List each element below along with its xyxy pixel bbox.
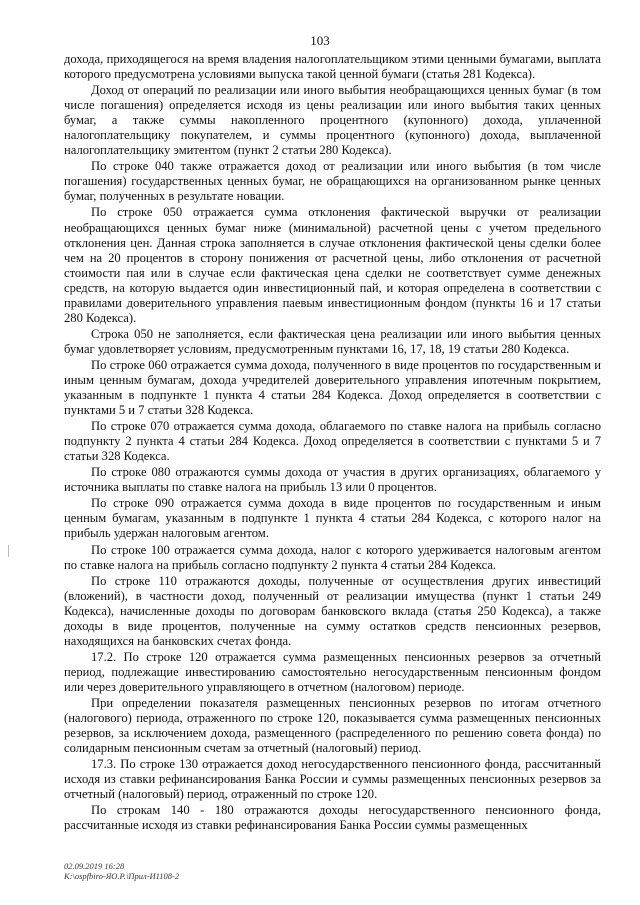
paragraph: По строке 070 отражается сумма дохода, облагаемого по ставке налога на прибыль согласно подпункту 2 пункта 4 статьи 284 Кодекса. Доход определяется в соответствии с пунктами 5 и 7 статьи 328 Кодекса. <box>64 419 601 464</box>
paragraph: По строке 090 отражается сумма дохода в виде процентов по государственным и иным ценным бумагам, указанным в подпункте 1 пункта 4 статьи 284 Кодекса, с которого налог на прибыль удержан налоговым агентом. <box>64 496 601 541</box>
paragraph: По строке 110 отражаются доходы, полученные от осуществления других инвестиций (вложений), в частности доход, полученный от реализации имущества (пункт 1 статьи 249 Кодекса), начисленные доходы по договорам банковского вклада (статья 250 Кодекса), а также доходы в виде процентов, полученные на сумму остатков средств пенсионных резервов, находящихся на банковских счетах фонда. <box>64 573 601 648</box>
paragraph: По строке 080 отражаются суммы дохода от участия в других организациях, облагаемого у источника выплаты по ставке налога на прибыль 13 или 0 процентов. <box>64 465 601 495</box>
page-number: 103 <box>310 33 330 48</box>
margin-mark <box>8 545 9 557</box>
paragraph: По строке 050 отражается сумма отклонения фактической выручки от реализации необращающихся ценных бумаг ниже (минимальной) расчетной цены с учетом предельного отклонения цен. Данная строка заполняется в случае отклонения фактической цены сделки более чем на 20 процентов в сторону понижения от расчетной цены, либо отклонения от расчетной стоимости пая или в случае если фактическая цена сделки не соответствует сумме денежных средств, на которую выдается один инвестиционный пай, и которая определена в соответствии с правилами доверительного управления паевым инвестиционным фондом (пункты 16 и 17 статьи 280 Кодекса). <box>64 205 601 325</box>
paragraph: По строкам 140 - 180 отражаются доходы негосударственного пенсионного фонда, рассчитанные исходя из ставки рефинансирования Банка России суммы размещенных <box>64 803 601 833</box>
paragraph: 17.2. По строке 120 отражается сумма размещенных пенсионных резервов за отчетный период, подлежащие инвестированию самостоятельно негосударственным пенсионным фондом или через доверительного управляющего в отчетном (налоговом) периоде. <box>64 649 601 694</box>
paragraph: 17.3. По строке 130 отражается доход негосударственного пенсионного фонда, рассчитанный исходя из ставки рефинансирования Банка России и суммы размещенных пенсионных резервов за отчетный (налоговый) период, отраженный по строке 120. <box>64 757 601 802</box>
paragraph: При определении показателя размещенных пенсионных резервов по итогам отчетного (налогового) периода, отраженного по строке 120, показывается сумма размещенных пенсионных резервов, за исключением дохода, размещенного (распределенного по решению совета фонда) по солидарным пенсионным счетам за отчетный (налоговый) период. <box>64 695 601 756</box>
paragraph: По строке 040 также отражается доход от реализации или иного выбытия (в том числе погашения) государственных ценных бумаг, не обращающихся на организованном рынке ценных бумаг, полученных в результате новации. <box>64 159 601 204</box>
footer-timestamp: 02.09.2019 16:28 <box>64 861 125 871</box>
document-body <box>64 52 601 833</box>
paragraph: дохода, приходящегося на время владения налогоплательщиком этими ценными бумагами, выплата которого предусмотрена условиями выпуска такой ценной бумаги (статья 281 Кодекса). <box>64 52 601 82</box>
paragraph: По строке 100 отражается сумма дохода, налог с которого удерживается налоговым агентом по ставке налога на прибыль согласно подпункту 2 пункта 4 статьи 284 Кодекса. <box>64 542 601 572</box>
paragraph: По строке 060 отражается сумма дохода, полученного в виде процентов по государственным и иным ценным бумагам, дохода учредителей доверительного управления ипотечным покрытием, указанным в подпункте 1 пункта 4 статьи 284 Кодекса. Доход определяется в соответствии с пунктами 5 и 7 статьи 328 Кодекса. <box>64 357 601 418</box>
footer-file-path: К:\ospfbiro-ЯО.Р.\Прил-И1108-2 <box>64 871 180 881</box>
paragraph: Строка 050 не заполняется, если фактическая цена реализации или иного выбытия ценных бумаг удовлетворяет условиям, предусмотренным пунктами 16, 17, 18, 19 статьи 280 Кодекса. <box>64 326 601 356</box>
footer <box>64 861 179 881</box>
paragraph: Доход от операций по реализации или иного выбытия необращающихся ценных бумаг (в том числе погашения) определяется исходя из цены реализации или иного выбытия таких ценных бумаг, а также суммы накопленного процентного (купонного) дохода, уплаченной налогоплательщику покупателем, и суммы процентного (купонного) дохода, выплаченной налогоплательщику эмитентом (пункт 2 статьи 280 Кодекса). <box>64 83 601 158</box>
